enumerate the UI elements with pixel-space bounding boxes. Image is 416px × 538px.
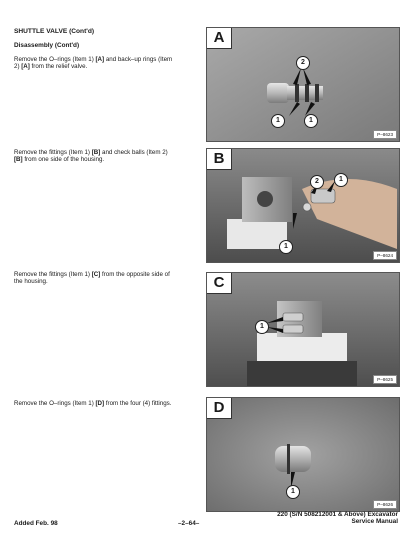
step-text-b: Remove the fittings (Item 1) [B] and check balls (Item 2) [B] from one side of the housing. [14,149,168,164]
callout-item-1: 1 [279,240,293,254]
photo-fitting-o-ring [207,398,399,511]
photo-relief-valve [207,28,399,141]
photo-housing-fittings [207,149,399,262]
section-subtitle: Disassembly (Cont'd) [14,42,80,49]
footer-model: 220 (S/N 508212001 & Above) Excavator [277,511,398,518]
figure-a [206,27,400,142]
figure-c [206,272,400,387]
photo-housing-opposite-side [207,273,399,386]
callout-item-1: 1 [255,320,269,334]
footer-manual: Service Manual [351,518,398,525]
photo-number: P–8625 [373,375,397,384]
page-number: –2–64– [178,520,200,527]
figure-letter: D [207,398,232,419]
figure-letter: B [207,149,232,170]
step-text-a: Remove the O–rings (Item 1) [A] and back–up rings (Item 2) [A] from the relief valve. [14,56,173,71]
callout-item-2: 2 [296,56,310,70]
figure-letter: A [207,28,232,49]
photo-number: P–8624 [373,251,397,260]
callout-item-1: 1 [271,114,285,128]
step-text-c: Remove the fittings (Item 1) [C] from the opposite side of the housing. [14,271,170,286]
callout-item-1: 1 [304,114,318,128]
footer-manual-title [277,511,398,525]
figure-b [206,148,400,263]
photo-number: P–8623 [373,130,397,139]
footer-date: Added Feb. 98 [14,520,58,527]
callout-item-1: 1 [286,485,300,499]
figure-d [206,397,400,512]
section-title: SHUTTLE VALVE (Cont'd) [14,28,95,35]
callout-item-1: 1 [334,173,348,187]
photo-number: P–8626 [373,500,397,509]
callout-item-2: 2 [310,175,324,189]
step-text-d: Remove the O–rings (Item 1) [D] from the four (4) fittings. [14,400,172,407]
figure-letter: C [207,273,232,294]
